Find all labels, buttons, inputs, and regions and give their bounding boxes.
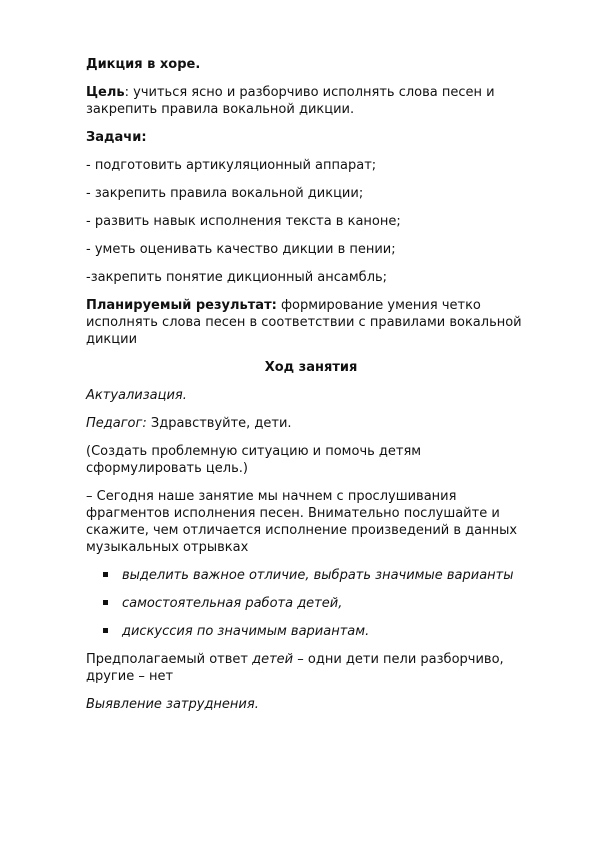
note-paragraph: (Создать проблемную ситуацию и помочь детям сформулировать цель.) xyxy=(86,444,422,476)
square-bullet-icon xyxy=(103,628,108,633)
list-item-text: выделить важное отличие, выбрать значимые варианты xyxy=(122,568,514,583)
square-bullet-icon xyxy=(103,572,108,577)
task-item: -закрепить понятие дикционный ансамбль; xyxy=(86,270,388,285)
list-item xyxy=(86,623,536,640)
expected-answer-prefix: Предполагаемый ответ xyxy=(86,652,253,667)
task-item: - развить навык исполнения текста в каноне; xyxy=(86,214,401,229)
actualization-heading: Актуализация. xyxy=(86,388,187,403)
task-item: - закрепить правила вокальной дикции; xyxy=(86,186,364,201)
goal-label: Цель xyxy=(86,85,125,100)
square-bullet-icon xyxy=(103,600,108,605)
expected-answer xyxy=(86,651,536,685)
tasks-heading: Задачи: xyxy=(86,130,147,145)
result-label: Планируемый результат: xyxy=(86,298,277,313)
teacher-text: Здравствуйте, дети. xyxy=(146,416,292,431)
lesson-heading: Ход занятия xyxy=(264,360,358,375)
teacher-greeting xyxy=(86,415,536,432)
list-item xyxy=(86,595,536,612)
document-page xyxy=(86,56,536,724)
bullet-list xyxy=(86,567,536,640)
difficulty-heading: Выявление затруднения. xyxy=(86,697,259,712)
goal-paragraph xyxy=(86,84,536,118)
task-item: - уметь оценивать качество дикции в пении; xyxy=(86,242,396,257)
list-item-text: самостоятельная работа детей, xyxy=(122,596,343,611)
expected-answer-who: детей xyxy=(252,652,294,667)
goal-text: : учиться ясно и разборчиво исполнять слова песен и закрепить правила вокальной дикции. xyxy=(86,85,495,117)
task-item: - подготовить артикуляционный аппарат; xyxy=(86,158,377,173)
teacher-label: Педагог: xyxy=(86,416,147,431)
expected-answer-suffix: – одни дети пели разборчиво, другие – нет xyxy=(86,652,504,684)
teacher-speech: – Сегодня наше занятие мы начнем с прослушивания фрагментов исполнения песен. Внимательно послушайте и скажите, чем отличается исполнение произведений в данных музыкальных отрывках xyxy=(86,489,518,555)
document-title: Дикция в хоре. xyxy=(86,57,201,72)
result-text: формирование умения четко исполнять слова песен в соответствии с правилами вокальной дикции xyxy=(86,298,522,347)
result-paragraph xyxy=(86,297,536,348)
list-item xyxy=(86,567,536,584)
list-item-text: дискуссия по значимым вариантам. xyxy=(122,624,370,639)
